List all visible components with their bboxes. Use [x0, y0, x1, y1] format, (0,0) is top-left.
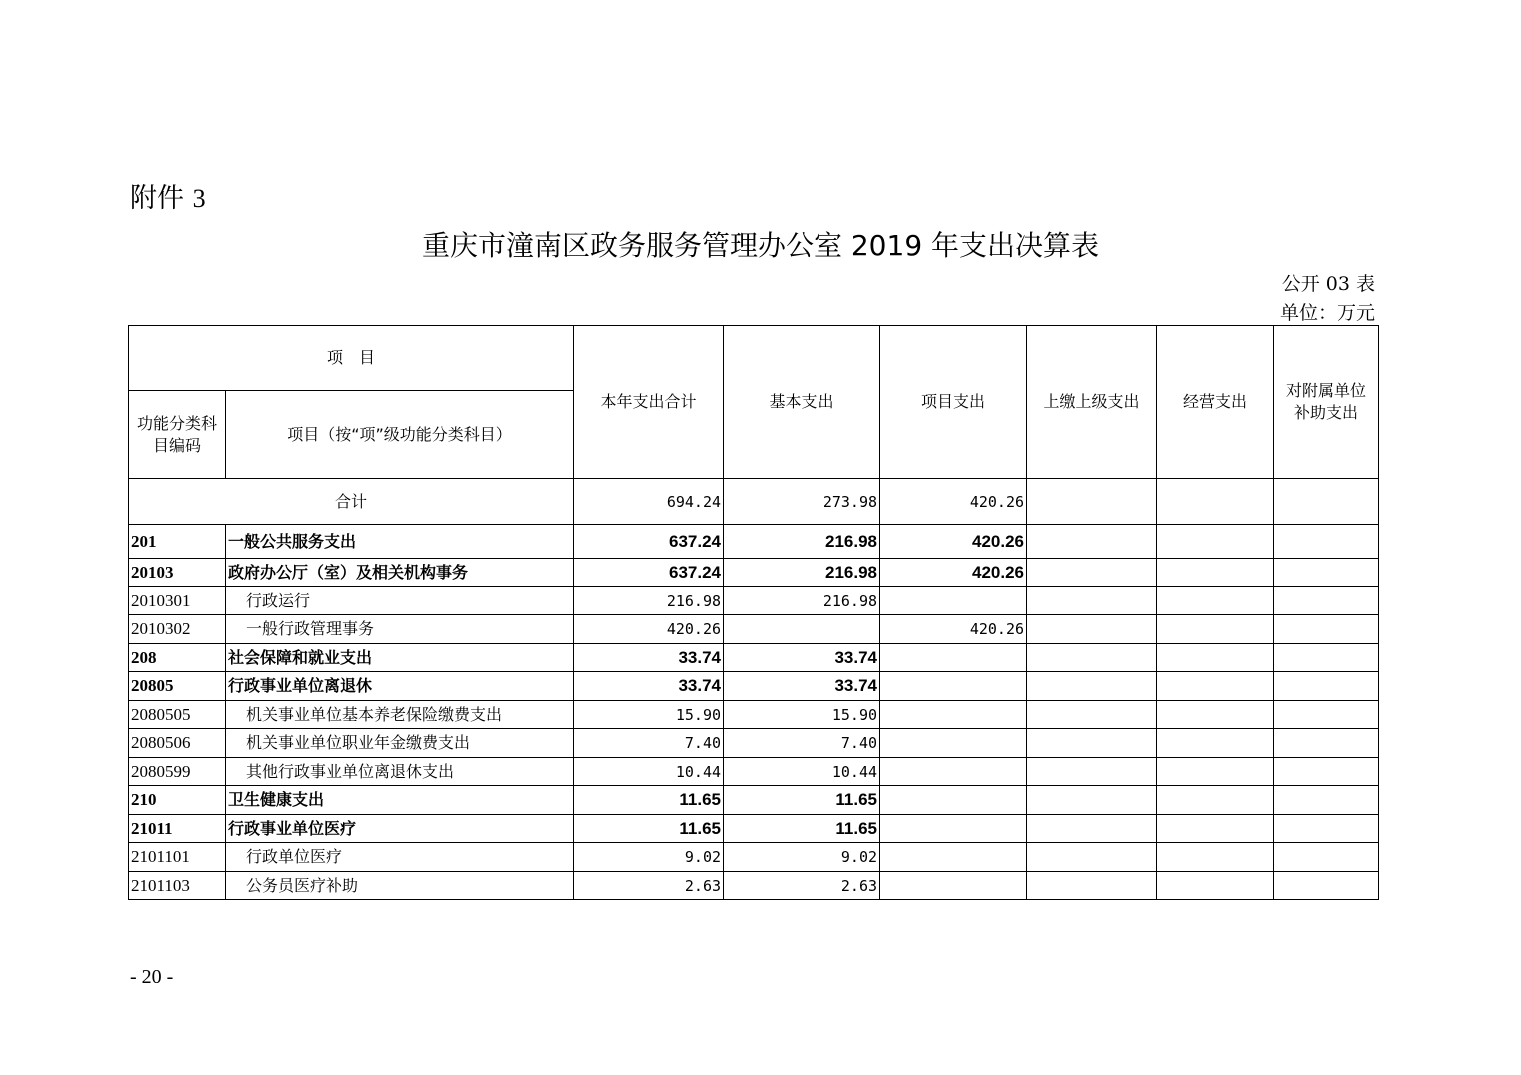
row-total: 637.24 — [574, 525, 724, 559]
row-code: 208 — [129, 644, 226, 672]
row-basic: 7.40 — [724, 729, 880, 758]
row-project — [880, 758, 1027, 786]
row-code: 20103 — [129, 559, 226, 587]
row-name: 卫生健康支出 — [226, 786, 574, 815]
attachment-label — [130, 176, 206, 215]
row-name: 行政运行 — [226, 587, 574, 615]
row-upper — [1027, 644, 1157, 672]
row-total: 10.44 — [574, 758, 724, 786]
unit-label: 单位：万元 — [1279, 302, 1375, 324]
row-subsidy — [1274, 587, 1379, 615]
header-basic: 基本支出 — [724, 326, 880, 479]
header-total: 本年支出合计 — [574, 326, 724, 479]
row-total: 11.65 — [574, 815, 724, 843]
table-row — [129, 615, 1379, 644]
row-upper — [1027, 587, 1157, 615]
header-item-name: 项目（按“项”级功能分类科目） — [226, 391, 574, 479]
row-subsidy — [1274, 843, 1379, 872]
row-project — [880, 729, 1027, 758]
attachment-text: 附件 — [130, 183, 184, 214]
total-value: 694.24 — [574, 479, 724, 525]
header-subsidy: 对附属单位补助支出 — [1274, 326, 1379, 479]
header-business: 经营支出 — [1157, 326, 1274, 479]
row-subsidy — [1274, 559, 1379, 587]
row-basic: 216.98 — [724, 525, 880, 559]
row-business — [1157, 587, 1274, 615]
table-row — [129, 786, 1379, 815]
row-name: 政府办公厅（室）及相关机构事务 — [226, 559, 574, 587]
row-project — [880, 872, 1027, 900]
row-upper — [1027, 843, 1157, 872]
row-total: 2.63 — [574, 872, 724, 900]
row-project — [880, 701, 1027, 729]
row-name: 其他行政事业单位离退休支出 — [226, 758, 574, 786]
total-subsidy — [1274, 479, 1379, 525]
row-business — [1157, 525, 1274, 559]
row-project: 420.26 — [880, 615, 1027, 644]
total-business — [1157, 479, 1274, 525]
row-name: 机关事业单位基本养老保险缴费支出 — [226, 701, 574, 729]
row-basic: 2.63 — [724, 872, 880, 900]
row-upper — [1027, 872, 1157, 900]
row-total: 9.02 — [574, 843, 724, 872]
row-code: 20805 — [129, 672, 226, 701]
row-basic: 15.90 — [724, 701, 880, 729]
row-name: 行政事业单位医疗 — [226, 815, 574, 843]
row-basic: 9.02 — [724, 843, 880, 872]
row-business — [1157, 672, 1274, 701]
table-row — [129, 815, 1379, 843]
total-basic: 273.98 — [724, 479, 880, 525]
row-project — [880, 815, 1027, 843]
row-code: 21011 — [129, 815, 226, 843]
row-total: 15.90 — [574, 701, 724, 729]
row-upper — [1027, 786, 1157, 815]
row-subsidy — [1274, 815, 1379, 843]
row-upper — [1027, 701, 1157, 729]
row-total: 637.24 — [574, 559, 724, 587]
row-upper — [1027, 525, 1157, 559]
row-business — [1157, 559, 1274, 587]
row-total: 7.40 — [574, 729, 724, 758]
total-project: 420.26 — [880, 479, 1027, 525]
table-row — [129, 701, 1379, 729]
row-business — [1157, 872, 1274, 900]
row-total: 216.98 — [574, 587, 724, 615]
row-basic: 11.65 — [724, 786, 880, 815]
table-row — [129, 672, 1379, 701]
row-code: 201 — [129, 525, 226, 559]
row-total: 420.26 — [574, 615, 724, 644]
row-code: 2101101 — [129, 843, 226, 872]
row-basic: 10.44 — [724, 758, 880, 786]
row-subsidy — [1274, 729, 1379, 758]
row-upper — [1027, 559, 1157, 587]
table-number: 公开 03 表 — [1281, 273, 1375, 295]
header-project: 项目支出 — [880, 326, 1027, 479]
row-name: 行政事业单位离退休 — [226, 672, 574, 701]
row-subsidy — [1274, 758, 1379, 786]
row-code: 2080599 — [129, 758, 226, 786]
table-row — [129, 872, 1379, 900]
row-business — [1157, 758, 1274, 786]
row-total: 33.74 — [574, 644, 724, 672]
row-project — [880, 644, 1027, 672]
row-business — [1157, 786, 1274, 815]
row-subsidy — [1274, 525, 1379, 559]
header-upper: 上缴上级支出 — [1027, 326, 1157, 479]
row-basic: 11.65 — [724, 815, 880, 843]
row-code: 2010302 — [129, 615, 226, 644]
expenditure-table — [128, 325, 1379, 900]
table-row — [129, 729, 1379, 758]
row-business — [1157, 815, 1274, 843]
row-upper — [1027, 672, 1157, 701]
row-code: 2080506 — [129, 729, 226, 758]
total-row — [129, 479, 1379, 525]
row-name: 社会保障和就业支出 — [226, 644, 574, 672]
row-code: 2080505 — [129, 701, 226, 729]
row-subsidy — [1274, 672, 1379, 701]
header-code: 功能分类科目编码 — [129, 391, 226, 479]
row-code: 210 — [129, 786, 226, 815]
row-total: 33.74 — [574, 672, 724, 701]
row-project — [880, 786, 1027, 815]
table-row — [129, 758, 1379, 786]
row-project — [880, 672, 1027, 701]
row-business — [1157, 615, 1274, 644]
row-project: 420.26 — [880, 525, 1027, 559]
row-business — [1157, 729, 1274, 758]
table-row — [129, 525, 1379, 559]
table-row — [129, 587, 1379, 615]
row-basic: 216.98 — [724, 559, 880, 587]
row-project: 420.26 — [880, 559, 1027, 587]
row-basic: 33.74 — [724, 644, 880, 672]
row-code: 2010301 — [129, 587, 226, 615]
row-upper — [1027, 615, 1157, 644]
row-upper — [1027, 815, 1157, 843]
row-basic: 33.74 — [724, 672, 880, 701]
row-name: 公务员医疗补助 — [226, 872, 574, 900]
row-name: 机关事业单位职业年金缴费支出 — [226, 729, 574, 758]
total-upper — [1027, 479, 1157, 525]
row-subsidy — [1274, 701, 1379, 729]
row-subsidy — [1274, 615, 1379, 644]
row-name: 一般行政管理事务 — [226, 615, 574, 644]
row-business — [1157, 644, 1274, 672]
row-subsidy — [1274, 644, 1379, 672]
page-title: 重庆市潼南区政务服务管理办公室 2019 年支出决算表 — [421, 229, 1100, 262]
header-item: 项 目 — [129, 326, 574, 391]
row-upper — [1027, 729, 1157, 758]
row-business — [1157, 843, 1274, 872]
row-code: 2101103 — [129, 872, 226, 900]
table-row — [129, 843, 1379, 872]
total-label: 合计 — [129, 479, 574, 525]
row-subsidy — [1274, 872, 1379, 900]
row-business — [1157, 701, 1274, 729]
row-basic — [724, 615, 880, 644]
row-total: 11.65 — [574, 786, 724, 815]
table-row — [129, 644, 1379, 672]
page-number: - 20 - — [130, 966, 174, 988]
row-subsidy — [1274, 786, 1379, 815]
row-name: 行政单位医疗 — [226, 843, 574, 872]
row-project — [880, 587, 1027, 615]
row-upper — [1027, 758, 1157, 786]
row-basic: 216.98 — [724, 587, 880, 615]
row-name: 一般公共服务支出 — [226, 525, 574, 559]
row-project — [880, 843, 1027, 872]
attachment-number: 3 — [192, 184, 206, 213]
table-row — [129, 559, 1379, 587]
